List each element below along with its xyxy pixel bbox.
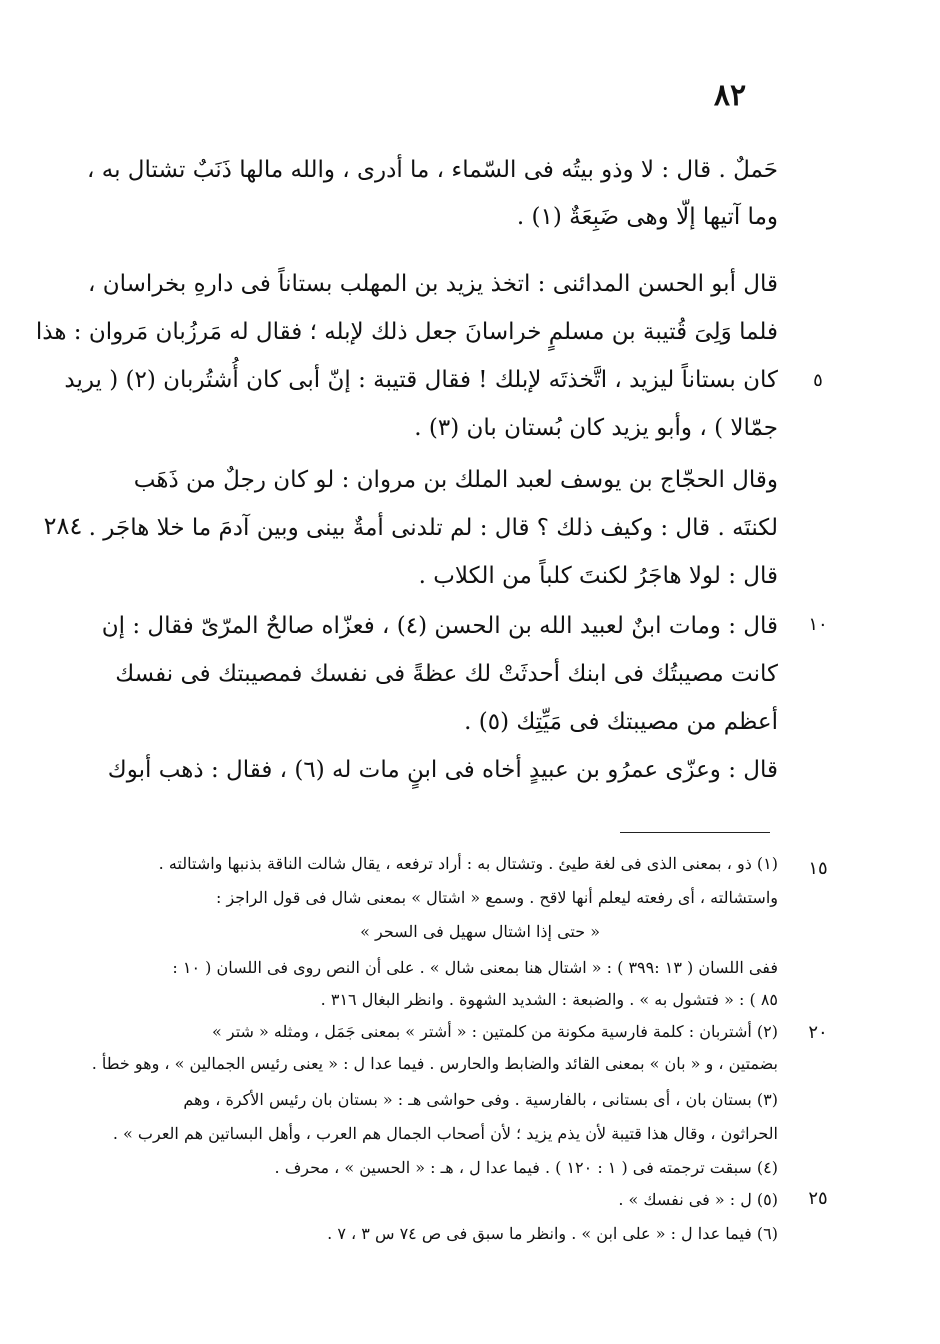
footnote-line: (٢) أشتربان : كلمة فارسية مكونة من كلمتين : « أشتر » بمعنى جَمَل ، ومثله « شتر »	[212, 1022, 778, 1041]
body-line: وقال الحجّاج بن يوسف لعبد الملك بن مروان : لو كان رجلٌ من ذَهَب	[133, 467, 778, 493]
folio-margin-number: ٢٨٤	[43, 512, 83, 540]
footnote-line: (٦) فيما عدا ل : « على ابن » . وانظر ما سبق فى ص ٧٤ س ٣ ، ٧ .	[327, 1224, 778, 1243]
footnote-line: ٨٥ ) : « فتشول به » . والضبعة : الشديد الشهوة . وانظر البغال ٣١٦ .	[320, 990, 778, 1009]
body-line: فلما وَلِىَ قُتيبة بن مسلمٍ خراسانَ جعل ذلك لإبله ؛ فقال له مَرزُبان مَروان : هذا	[35, 319, 778, 345]
line-number-15: ١٥	[808, 858, 828, 879]
footnote-line: (١) ذو ، بمعنى الذى فى لغة طيئ . وتشتال به : أراد ترفعه ، يقال شالت الناقة بذنبها واشتالته .	[158, 854, 778, 873]
line-number-5: ٥	[813, 370, 823, 391]
body-line: قال : ومات ابنٌ لعبيد الله بن الحسن (٤) ، فعزّاه صالحٌ المرّىّ فقال : إن	[101, 613, 778, 639]
line-number-10: ١٠	[808, 614, 828, 635]
body-line: كانت مصيبتُك فى ابنك أحدثَتْ لك عظةً فى نفسك فمصيبتك فى نفسك	[115, 661, 778, 687]
footnote-line: (٤) سبقت ترجمته فى ( ١ : ١٢٠ ) . فيما عدا ل ، هـ : « الحسين » ، محرف .	[274, 1158, 778, 1177]
footnote-separator	[620, 832, 770, 833]
body-line: حَملٌ . قال : لا وذو بيتُه فى السّماء ، ما أدرى ، والله مالها ذَنَبٌ تشتال به ،	[87, 157, 778, 183]
footnote-line: واستشالته ، أى رفعته ليعلم أنها لاقح . وسمع « اشتال » بمعنى شال فى قول الراجز :	[215, 888, 778, 907]
footnote-line: ففى اللسان ( ١٣ :٣٩٩ ) : « اشتال هنا بمعنى شال » . على أن النص روى فى اللسان ( ١٠ :	[172, 958, 778, 977]
body-line: قال : وعزّى عمرُو بن عبيدٍ أخاه فى ابنٍ مات له (٦) ، فقال : ذهب أبوك	[107, 757, 778, 783]
body-line: قال أبو الحسن المدائنى : اتخذ يزيد بن المهلب بستاناً فى دارهِ بخراسان ،	[88, 271, 778, 297]
footnote-line: (٣) بستان بان ، أى بستانى ، بالفارسية . وفى حواشى هـ : « بستان بان رئيس الأكرة ، وهم	[183, 1090, 778, 1109]
line-number-20: ٢٠	[808, 1022, 828, 1043]
body-line: لكنتَه . قال : وكيف ذلك ؟ قال : لم تلدنى أمةٌ بينى وبين آدمَ ما خلا هاجَر .	[88, 515, 778, 541]
body-line: أعظم من مصيبتك فى مَيِّتِك (٥) .	[464, 709, 778, 735]
footnote-line: بضمتين ، و « بان » بمعنى القائد والضابط والحارس . فيما عدا ل : « يعنى رئيس الجمالين » ، وهو خطأ .	[91, 1054, 778, 1073]
body-line: قال : لولا هاجَرُ لكنتَ كلباً من الكلاب .	[418, 563, 778, 589]
body-line: جمّالا ) ، وأبو يزيد كان بُستان بان (٣) .	[414, 415, 778, 441]
line-number-25: ٢٥	[808, 1188, 828, 1209]
footnote-line: الحراثون ، وقال هذا قتيبة لأن يذم يزيد ؛ لأن أصحاب الجمال هم العرب ، وأهل البساتين هم العرب » .	[112, 1124, 778, 1143]
page-number: ٨٢	[713, 78, 747, 113]
footnote-line: « حتى إذا اشتال سهيل فى السحر »	[360, 922, 600, 941]
body-line: وما آتيها إلّا وهى ضَبِعَةٌ (١) .	[516, 204, 778, 230]
footnote-line: (٥) ل : « فى نفسك » .	[618, 1190, 778, 1209]
body-line: كان بستاناً ليزيد ، اتَّخذتَه لإبلك ! فقال قتيبة : إنّ أبى كان أُشتُربان (٢) ( يريد	[64, 367, 778, 393]
